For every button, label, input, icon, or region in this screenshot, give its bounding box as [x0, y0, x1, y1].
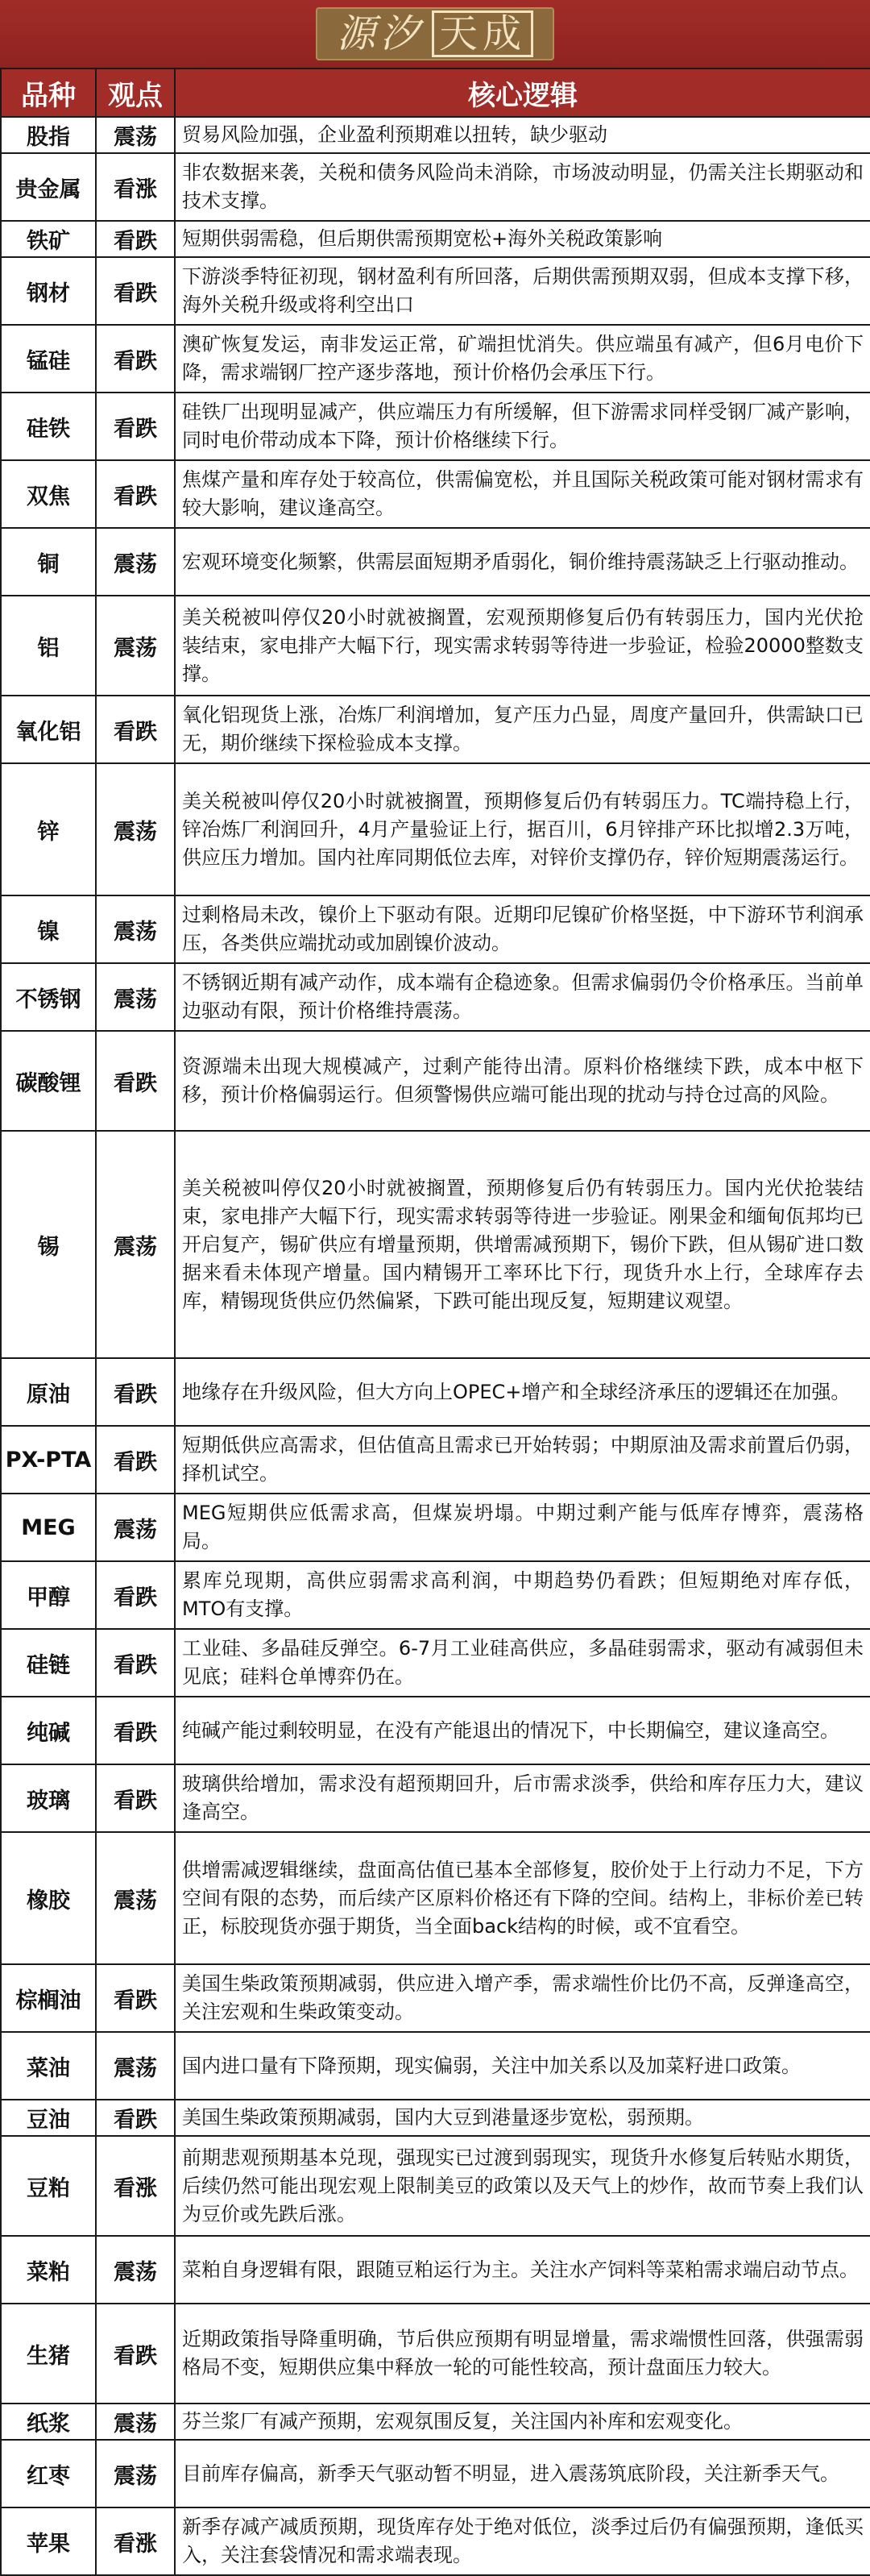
view-cell: 震荡: [96, 117, 175, 153]
variety-cell: 橡胶: [1, 1832, 96, 1964]
variety-cell: 锰硅: [1, 325, 96, 393]
variety-cell: 红枣: [1, 2440, 96, 2507]
view-cell: 看跌: [96, 696, 175, 763]
table-row: [1, 1764, 870, 1832]
logic-cell: 短期供弱需稳，但后期供需预期宽松+海外关税政策影响: [175, 221, 870, 257]
view-cell: 看跌: [96, 2100, 175, 2136]
view-cell: 看跌: [96, 1964, 175, 2032]
table-row: [1, 257, 870, 325]
variety-cell: 硅铁: [1, 393, 96, 460]
variety-cell: 豆粕: [1, 2136, 96, 2236]
view-cell: 看跌: [96, 221, 175, 257]
table-row: [1, 1561, 870, 1629]
table-row: [1, 2032, 870, 2100]
table-row: [1, 1494, 870, 1561]
table-row: [1, 2404, 870, 2440]
variety-cell: 玻璃: [1, 1764, 96, 1832]
variety-cell: 纯碱: [1, 1697, 96, 1764]
table-row: [1, 963, 870, 1031]
view-cell: 看跌: [96, 1031, 175, 1131]
view-cell: 震荡: [96, 2404, 175, 2440]
view-cell: 看涨: [96, 2136, 175, 2236]
variety-cell: 氧化铝: [1, 696, 96, 763]
view-cell: 看跌: [96, 1358, 175, 1426]
table-row: [1, 2136, 870, 2236]
variety-cell: 铁矿: [1, 221, 96, 257]
commodity-view-table: [0, 68, 870, 2576]
variety-cell: 锡: [1, 1131, 96, 1358]
logic-cell: 菜粕自身逻辑有限，跟随豆粕运行为主。关注水产饲料等菜粕需求端启动节点。: [175, 2236, 870, 2304]
logic-cell: 贸易风险加强，企业盈利预期难以扭转，缺少驱动: [175, 117, 870, 153]
view-cell: 震荡: [96, 763, 175, 895]
view-cell: 看跌: [96, 1561, 175, 1629]
variety-cell: 甲醇: [1, 1561, 96, 1629]
variety-cell: 铝: [1, 596, 96, 696]
variety-cell: 碳酸锂: [1, 1031, 96, 1131]
table-row: [1, 460, 870, 528]
variety-cell: 不锈钢: [1, 963, 96, 1031]
table-row: [1, 1964, 870, 2032]
view-cell: 看跌: [96, 1629, 175, 1697]
variety-cell: 镍: [1, 895, 96, 963]
view-cell: 看跌: [96, 393, 175, 460]
logic-cell: 过剩格局未改，镍价上下驱动有限。近期印尼镍矿价格坚挺，中下游环节利润承压，各类供应端扰动或加剧镍价波动。: [175, 895, 870, 963]
view-cell: 看跌: [96, 1697, 175, 1764]
view-cell: 看跌: [96, 2304, 175, 2404]
view-cell: 震荡: [96, 1131, 175, 1358]
table-row: [1, 1426, 870, 1494]
variety-cell: 生猪: [1, 2304, 96, 2404]
logic-cell: 资源端未出现大规模减产，过剩产能待出清。原料价格继续下跌，成本中枢下移，预计价格偏弱运行。但须警惕供应端可能出现的扰动与持仓过高的风险。: [175, 1031, 870, 1131]
table-row: [1, 1131, 870, 1358]
logic-cell: 近期政策指导降重明确，节后供应预期有明显增量，需求端惯性回落，供强需弱格局不变，短期供应集中释放一轮的可能性较高，预计盘面压力较大。: [175, 2304, 870, 2404]
table-row: [1, 1832, 870, 1964]
variety-cell: 菜油: [1, 2032, 96, 2100]
variety-cell: 铜: [1, 528, 96, 596]
table-row: [1, 325, 870, 393]
variety-cell: 豆油: [1, 2100, 96, 2136]
logic-cell: 宏观环境变化频繁，供需层面短期矛盾弱化，铜价维持震荡缺乏上行驱动推动。: [175, 528, 870, 596]
logic-cell: 澳矿恢复发运，南非发运正常，矿端担忧消失。供应端虽有减产，但6月电价下降，需求端钢厂控产逐步落地，预计价格仍会承压下行。: [175, 325, 870, 393]
table-row: [1, 117, 870, 153]
logic-cell: 地缘存在升级风险，但大方向上OPEC+增产和全球经济承压的逻辑还在加强。: [175, 1358, 870, 1426]
view-cell: 震荡: [96, 1832, 175, 1964]
view-cell: 看涨: [96, 153, 175, 221]
view-cell: 震荡: [96, 2032, 175, 2100]
table-body: [1, 117, 870, 2575]
view-cell: 看跌: [96, 257, 175, 325]
variety-cell: 苹果: [1, 2507, 96, 2575]
logic-cell: 供增需减逻辑继续，盘面高估值已基本全部修复，胶价处于上行动力不足，下方空间有限的态势，而后续产区原料价格还有下降的空间。结构上，非标价差已转正，标胶现货亦强于期货，当全面back结构的时候，或不宜看空。: [175, 1832, 870, 1964]
logic-cell: 焦煤产量和库存处于较高位，供需偏宽松，并且国际关税政策可能对钢材需求有较大影响，建议逢高空。: [175, 460, 870, 528]
table-row: [1, 763, 870, 895]
variety-cell: 棕榈油: [1, 1964, 96, 2032]
logic-cell: 芬兰浆厂有减产预期，宏观氛围反复，关注国内补库和宏观变化。: [175, 2404, 870, 2440]
table-row: [1, 2100, 870, 2136]
view-cell: 震荡: [96, 1494, 175, 1561]
logic-cell: 美关税被叫停仅20小时就被搁置，预期修复后仍有转弱压力。TC端持稳上行，锌冶炼厂利润回升，4月产量验证上行，据百川，6月锌排产环比拟增2.3万吨，供应压力增加。国内社库同期低位去库，对锌价支撑仍存，锌价短期震荡运行。: [175, 763, 870, 895]
table-row: [1, 528, 870, 596]
logic-cell: 下游淡季特征初现，钢材盈利有所回落，后期供需预期双弱，但成本支撑下移，海外关税升级或将利空出口: [175, 257, 870, 325]
logic-cell: 美国生柴政策预期减弱，供应进入增产季，需求端性价比仍不高，反弹逢高空，关注宏观和生柴政策变动。: [175, 1964, 870, 2032]
logic-cell: 新季存减产减质预期，现货库存处于绝对低位，淡季过后仍有偏强预期，逢低买入，关注套袋情况和需求端表现。: [175, 2507, 870, 2575]
view-cell: 震荡: [96, 2440, 175, 2507]
variety-cell: 双焦: [1, 460, 96, 528]
view-cell: 震荡: [96, 596, 175, 696]
logic-cell: 氧化铝现货上涨，冶炼厂利润增加，复产压力凸显，周度产量回升，供需缺口已无，期价继续下探检验成本支撑。: [175, 696, 870, 763]
view-cell: 震荡: [96, 528, 175, 596]
logic-cell: 美关税被叫停仅20小时就被搁置，预期修复后仍有转弱压力。国内光伏抢装结束，家电排产大幅下行，现实需求转弱等待进一步验证。刚果金和缅甸佤邦均已开启复产，锡矿供应有增量预期，供增需减预期下，锡价下跌，但从锡矿进口数据来看未体现产增量。国内精锡开工率环比下行，现货升水上行，全球库存去库，精锡现货供应仍然偏紧，下跌可能出现反复，短期建议观望。: [175, 1131, 870, 1358]
logic-cell: 目前库存偏高，新季天气驱动暂不明显，进入震荡筑底阶段，关注新季天气。: [175, 2440, 870, 2507]
table-row: [1, 2440, 870, 2507]
table-header-row: [1, 69, 870, 117]
logic-cell: 国内进口量有下降预期，现实偏弱，关注中加关系以及加菜籽进口政策。: [175, 2032, 870, 2100]
logic-cell: 非农数据来袭，关税和债务风险尚未消除，市场波动明显，仍需关注长期驱动和技术支撑。: [175, 153, 870, 221]
variety-cell: 硅链: [1, 1629, 96, 1697]
logic-cell: 美国生柴政策预期减弱，国内大豆到港量逐步宽松，弱预期。: [175, 2100, 870, 2136]
table-row: [1, 596, 870, 696]
table-row: [1, 1358, 870, 1426]
view-cell: 看跌: [96, 1764, 175, 1832]
view-cell: 看跌: [96, 325, 175, 393]
view-cell: 震荡: [96, 2236, 175, 2304]
variety-cell: 原油: [1, 1358, 96, 1426]
header-variety: 品种: [1, 69, 96, 117]
logic-cell: 工业硅、多晶硅反弹空。6-7月工业硅高供应，多晶硅弱需求，驱动有减弱但未见底；硅料仓单博弈仍在。: [175, 1629, 870, 1697]
variety-cell: 锌: [1, 763, 96, 895]
view-cell: 看跌: [96, 1426, 175, 1494]
variety-cell: MEG: [1, 1494, 96, 1561]
header-logic: 核心逻辑: [175, 69, 870, 117]
header-banner: [0, 0, 870, 68]
table-row: [1, 1629, 870, 1697]
variety-cell: 贵金属: [1, 153, 96, 221]
logic-cell: 累库兑现期，高供应弱需求高利润，中期趋势仍看跌；但短期绝对库存低，MTO有支撑。: [175, 1561, 870, 1629]
view-cell: 看跌: [96, 460, 175, 528]
table-row: [1, 2507, 870, 2575]
variety-cell: 纸浆: [1, 2404, 96, 2440]
table-row: [1, 895, 870, 963]
header-view: 观点: [96, 69, 175, 117]
table-row: [1, 393, 870, 460]
logic-cell: 玻璃供给增加，需求没有超预期回升，后市需求淡季，供给和库存压力大，建议逢高空。: [175, 1764, 870, 1832]
logic-cell: 不锈钢近期有减产动作，成本端有企稳迹象。但需求偏弱仍令价格承压。当前单边驱动有限，预计价格维持震荡。: [175, 963, 870, 1031]
logic-cell: 纯碱产能过剩较明显，在没有产能退出的情况下，中长期偏空，建议逢高空。: [175, 1697, 870, 1764]
brand-logo: [316, 7, 554, 60]
table-row: [1, 1031, 870, 1131]
variety-cell: 股指: [1, 117, 96, 153]
brand-logo-art: 源汐: [336, 11, 424, 56]
table-row: [1, 696, 870, 763]
brand-logo-art-box: 天成: [432, 10, 533, 57]
logic-cell: 前期悲观预期基本兑现，强现实已过渡到弱现实，现货升水修复后转贴水期货，后续仍然可能出现宏观上限制美豆的政策以及天气上的炒作，故而节奏上我们认为豆价或先跌后涨。: [175, 2136, 870, 2236]
variety-cell: PX-PTA: [1, 1426, 96, 1494]
logic-cell: 短期低供应高需求，但估值高且需求已开始转弱；中期原油及需求前置后仍弱，择机试空。: [175, 1426, 870, 1494]
logic-cell: 硅铁厂出现明显减产，供应端压力有所缓解，但下游需求同样受钢厂减产影响，同时电价带动成本下降，预计价格继续下行。: [175, 393, 870, 460]
table-row: [1, 2236, 870, 2304]
table-row: [1, 1697, 870, 1764]
view-cell: 震荡: [96, 963, 175, 1031]
variety-cell: 钢材: [1, 257, 96, 325]
view-cell: 看涨: [96, 2507, 175, 2575]
logic-cell: 美关税被叫停仅20小时就被搁置，宏观预期修复后仍有转弱压力，国内光伏抢装结束，家电排产大幅下行，现实需求转弱等待进一步验证，检验20000整数支撑。: [175, 596, 870, 696]
logic-cell: MEG短期供应低需求高，但煤炭坍塌。中期过剩产能与低库存博弈，震荡格局。: [175, 1494, 870, 1561]
table-row: [1, 2304, 870, 2404]
variety-cell: 菜粕: [1, 2236, 96, 2304]
table-row: [1, 153, 870, 221]
table-row: [1, 221, 870, 257]
view-cell: 震荡: [96, 895, 175, 963]
